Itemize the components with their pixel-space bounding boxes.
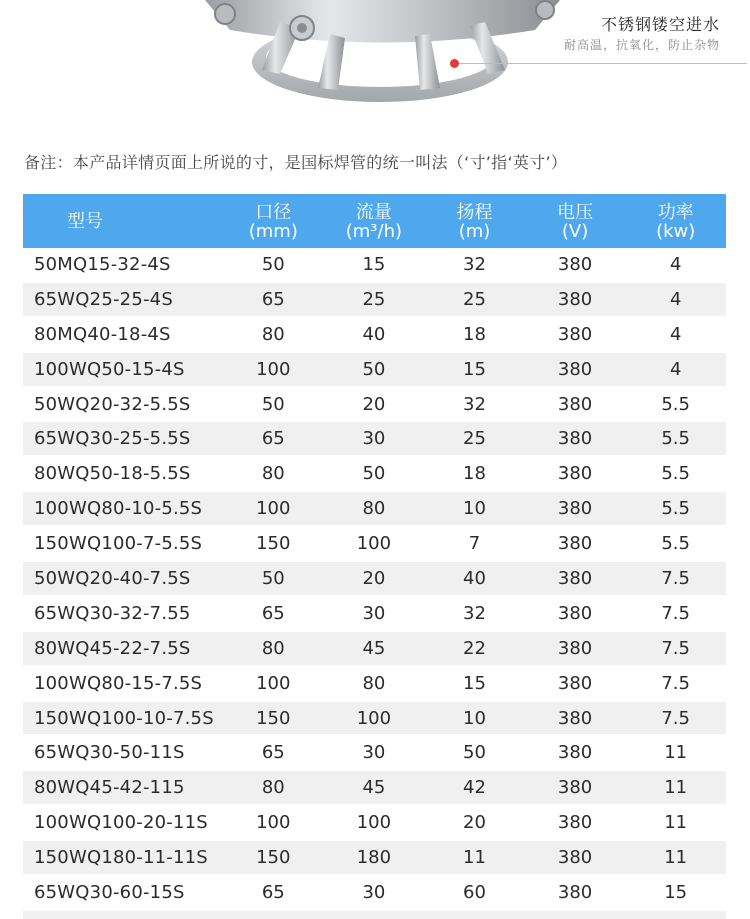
cell-voltage: 380 [525, 353, 626, 388]
cell-model: 65WQ30-25-5.5S [23, 422, 223, 457]
cell-voltage: 380 [525, 736, 626, 771]
table-row [23, 806, 726, 841]
cell-flow: 100 [324, 806, 425, 841]
cell-flow: 15 [324, 248, 425, 283]
table-row [23, 422, 726, 457]
cell-voltage: 380 [525, 318, 626, 353]
cell-model: 150WQ100-7-5.5S [23, 527, 223, 562]
cell-flow: 20 [324, 388, 425, 423]
cell-voltage: 380 [525, 806, 626, 841]
cell-voltage: 380 [525, 632, 626, 667]
cell-head: 40 [424, 562, 525, 597]
cell-flow: 30 [324, 422, 425, 457]
cell-head: 20 [424, 806, 525, 841]
cell-head: 18 [424, 318, 525, 353]
header-diameter-unit: (mm) [248, 220, 298, 242]
cell-flow: 100 [324, 702, 425, 737]
cell-voltage: 380 [525, 876, 626, 911]
cell-diameter: 150 [223, 841, 324, 876]
table-row [23, 562, 726, 597]
cell-power: 11 [625, 806, 726, 841]
cell-model: 80WQ45-42-115 [23, 771, 223, 806]
cell-flow: 20 [324, 562, 425, 597]
cell-model: 100WQ100-20-11S [23, 806, 223, 841]
cell-voltage: 380 [525, 492, 626, 527]
cell-voltage: 380 [525, 283, 626, 318]
cell-diameter: 100 [223, 353, 324, 388]
size-note: 备注：本产品详情页面上所说的寸，是国标焊管的统一叫法（‘寸’指‘英寸’） [24, 153, 568, 172]
table-row [23, 492, 726, 527]
callout-line [455, 63, 747, 64]
table-row [23, 736, 726, 771]
header-head-label: 扬程 [456, 201, 493, 223]
cell-flow: 50 [324, 457, 425, 492]
table-row [23, 632, 726, 667]
table-row [23, 841, 726, 876]
cell-power: 7.5 [625, 702, 726, 737]
table-row [23, 388, 726, 423]
table-row [23, 353, 726, 388]
header-power-label: 功率 [657, 201, 694, 223]
product-image [0, 0, 750, 120]
cell-diameter: 80 [223, 457, 324, 492]
cell-flow: 80 [324, 492, 425, 527]
cell-power: 5.5 [625, 422, 726, 457]
table-row-partial [23, 911, 726, 919]
cell-model: 50MQ15-32-4S [23, 248, 223, 283]
cell-power: 7.5 [625, 632, 726, 667]
cell-voltage: 380 [525, 527, 626, 562]
cell-diameter: 100 [223, 806, 324, 841]
header-model [23, 194, 223, 248]
table-row [23, 702, 726, 737]
cell-head: 15 [424, 353, 525, 388]
header-flow-label: 流量 [355, 201, 392, 223]
cell-diameter: 50 [223, 388, 324, 423]
spec-table [23, 194, 726, 911]
cell-model: 65WQ25-25-4S [23, 283, 223, 318]
cell-power: 11 [625, 841, 726, 876]
cell-model: 80MQ40-18-4S [23, 318, 223, 353]
cell-power: 5.5 [625, 492, 726, 527]
cell-flow: 30 [324, 736, 425, 771]
table-row [23, 457, 726, 492]
cell-diameter: 65 [223, 597, 324, 632]
cell-voltage: 380 [525, 248, 626, 283]
cell-power: 15 [625, 876, 726, 911]
cell-diameter: 50 [223, 248, 324, 283]
cell-model: 100WQ80-10-5.5S [23, 492, 223, 527]
header-diameter-label: 口径 [255, 201, 292, 223]
header-voltage-label: 电压 [557, 201, 594, 223]
cell-power: 11 [625, 736, 726, 771]
table-row [23, 597, 726, 632]
cell-model: 65WQ30-60-15S [23, 876, 223, 911]
cell-model: 50WQ20-32-5.5S [23, 388, 223, 423]
table-row [23, 283, 726, 318]
header-flow [324, 194, 425, 248]
table-row [23, 876, 726, 911]
cell-flow: 100 [324, 527, 425, 562]
cell-power: 7.5 [625, 562, 726, 597]
cell-power: 5.5 [625, 388, 726, 423]
cell-diameter: 65 [223, 736, 324, 771]
cell-power: 4 [625, 283, 726, 318]
cell-model: 80WQ45-22-7.5S [23, 632, 223, 667]
cell-flow: 30 [324, 597, 425, 632]
table-row [23, 771, 726, 806]
cell-head: 25 [424, 283, 525, 318]
cell-head: 11 [424, 841, 525, 876]
cell-head: 10 [424, 702, 525, 737]
cell-diameter: 80 [223, 632, 324, 667]
header-voltage [525, 194, 626, 248]
cell-flow: 25 [324, 283, 425, 318]
feature-title: 不锈钢镂空进水 [600, 15, 720, 34]
cell-model: 150WQ100-10-7.5S [23, 702, 223, 737]
header-power-unit: (kw) [656, 220, 696, 242]
cell-flow: 180 [324, 841, 425, 876]
cell-power: 11 [625, 771, 726, 806]
cell-diameter: 65 [223, 283, 324, 318]
cell-model: 100WQ50-15-4S [23, 353, 223, 388]
cell-model: 50WQ20-40-7.5S [23, 562, 223, 597]
cell-flow: 30 [324, 876, 425, 911]
cell-head: 10 [424, 492, 525, 527]
table-row [23, 248, 726, 283]
cell-flow: 40 [324, 318, 425, 353]
cell-head: 25 [424, 422, 525, 457]
cell-diameter: 50 [223, 562, 324, 597]
cell-head: 32 [424, 388, 525, 423]
cell-head: 15 [424, 667, 525, 702]
cell-flow: 45 [324, 771, 425, 806]
cell-voltage: 380 [525, 388, 626, 423]
cell-voltage: 380 [525, 422, 626, 457]
header-voltage-unit: (V) [561, 220, 589, 242]
header-head-unit: (m) [458, 220, 491, 242]
header-diameter [223, 194, 324, 248]
cell-model: 65WQ30-50-11S [23, 736, 223, 771]
cell-voltage: 380 [525, 562, 626, 597]
cell-diameter: 65 [223, 422, 324, 457]
cell-flow: 80 [324, 667, 425, 702]
feature-subtitle: 耐高温，抗氧化，防止杂物 [563, 38, 720, 52]
cell-model: 80WQ50-18-5.5S [23, 457, 223, 492]
cell-voltage: 380 [525, 597, 626, 632]
cell-power: 4 [625, 248, 726, 283]
cell-power: 5.5 [625, 457, 726, 492]
cell-diameter: 150 [223, 702, 324, 737]
cell-head: 32 [424, 248, 525, 283]
header-model-label: 型号 [67, 211, 103, 232]
cell-diameter: 100 [223, 667, 324, 702]
spec-table-header [23, 194, 726, 248]
cell-diameter: 65 [223, 876, 324, 911]
cell-voltage: 380 [525, 667, 626, 702]
cell-voltage: 380 [525, 841, 626, 876]
cell-head: 60 [424, 876, 525, 911]
cell-head: 32 [424, 597, 525, 632]
cell-power: 4 [625, 353, 726, 388]
table-row [23, 318, 726, 353]
cell-head: 18 [424, 457, 525, 492]
cell-head: 50 [424, 736, 525, 771]
table-row [23, 527, 726, 562]
cell-power: 7.5 [625, 667, 726, 702]
callout-dot [450, 59, 459, 68]
cell-voltage: 380 [525, 457, 626, 492]
cell-diameter: 80 [223, 771, 324, 806]
cell-model: 150WQ180-11-11S [23, 841, 223, 876]
header-flow-unit: (m³/h) [345, 220, 403, 242]
cell-voltage: 380 [525, 771, 626, 806]
cell-diameter: 150 [223, 527, 324, 562]
cell-model: 65WQ30-32-7.55 [23, 597, 223, 632]
cell-model: 100WQ80-15-7.5S [23, 667, 223, 702]
cell-head: 22 [424, 632, 525, 667]
cell-voltage: 380 [525, 702, 626, 737]
cell-power: 5.5 [625, 527, 726, 562]
spec-table-body [23, 248, 726, 911]
cell-diameter: 100 [223, 492, 324, 527]
header-head [424, 194, 525, 248]
cell-flow: 50 [324, 353, 425, 388]
cell-flow: 45 [324, 632, 425, 667]
cell-head: 42 [424, 771, 525, 806]
cell-diameter: 80 [223, 318, 324, 353]
header-power [625, 194, 726, 248]
cell-head: 7 [424, 527, 525, 562]
table-row [23, 667, 726, 702]
cell-power: 4 [625, 318, 726, 353]
cell-power: 7.5 [625, 597, 726, 632]
